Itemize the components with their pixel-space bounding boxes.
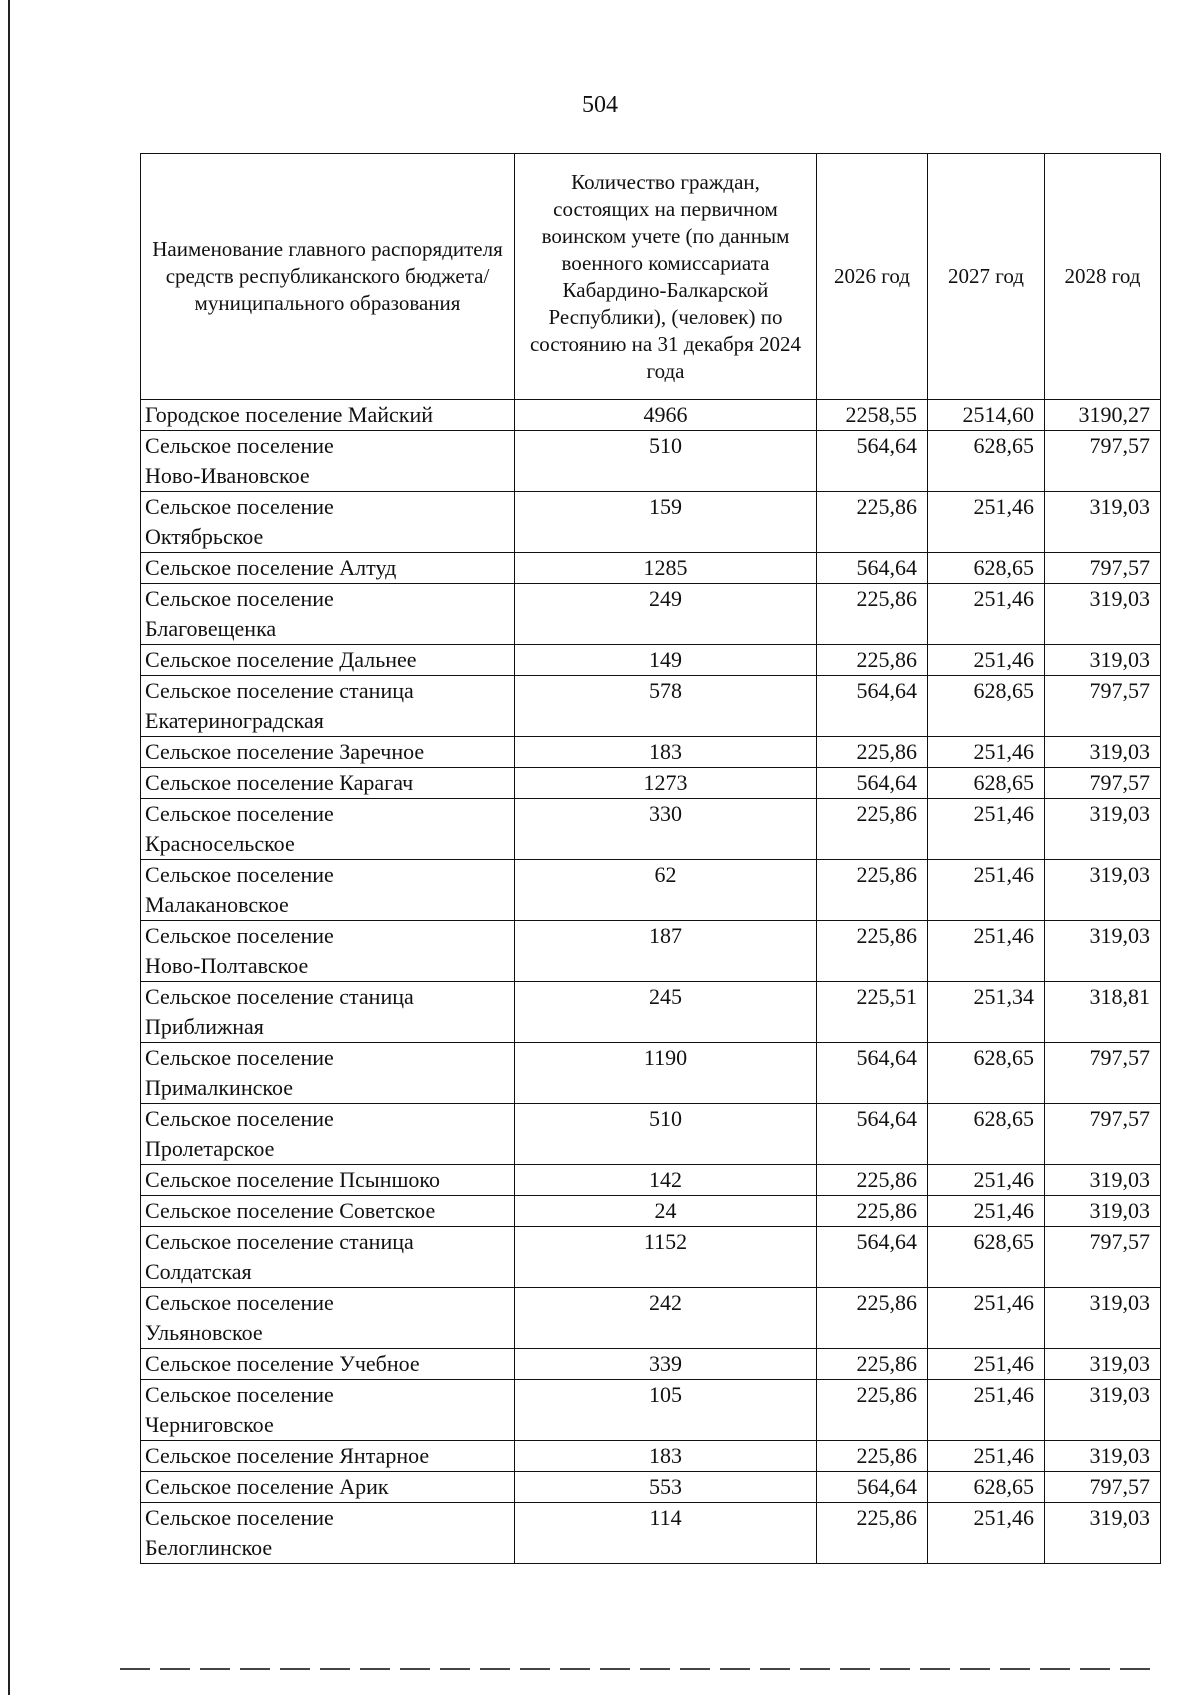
cell-name bbox=[141, 553, 515, 584]
scan-edge-bottom bbox=[120, 1668, 1160, 1670]
table-row bbox=[141, 645, 1161, 676]
cell-y2026: 564,64 bbox=[817, 1472, 928, 1503]
cell-y2028: 797,57 bbox=[1045, 768, 1161, 799]
cell-y2026: 564,64 bbox=[817, 1104, 928, 1165]
cell-name-line: Сельское поселение Псыншоко bbox=[145, 1167, 440, 1192]
cell-y2028: 319,03 bbox=[1045, 1503, 1161, 1564]
table-row bbox=[141, 799, 1161, 860]
cell-name bbox=[141, 1043, 515, 1104]
cell-count: 24 bbox=[515, 1196, 817, 1227]
cell-name bbox=[141, 1441, 515, 1472]
cell-y2027: 251,46 bbox=[928, 584, 1045, 645]
cell-name bbox=[141, 982, 515, 1043]
cell-name-line: Екатериноградская bbox=[145, 708, 324, 733]
cell-name bbox=[141, 492, 515, 553]
cell-y2026: 564,64 bbox=[817, 1227, 928, 1288]
cell-y2027: 628,65 bbox=[928, 1472, 1045, 1503]
cell-y2027: 628,65 bbox=[928, 431, 1045, 492]
cell-y2028: 319,03 bbox=[1045, 737, 1161, 768]
cell-y2028: 319,03 bbox=[1045, 1441, 1161, 1472]
cell-y2028: 319,03 bbox=[1045, 799, 1161, 860]
cell-name bbox=[141, 1196, 515, 1227]
cell-name-line: Ново-Ивановское bbox=[145, 463, 310, 488]
cell-name bbox=[141, 921, 515, 982]
cell-y2028: 797,57 bbox=[1045, 676, 1161, 737]
cell-name-line: Солдатская bbox=[145, 1259, 252, 1284]
table-row bbox=[141, 860, 1161, 921]
cell-name-line: Благовещенка bbox=[145, 616, 277, 641]
cell-y2027: 251,46 bbox=[928, 1196, 1045, 1227]
cell-y2026: 225,86 bbox=[817, 1503, 928, 1564]
cell-name bbox=[141, 1104, 515, 1165]
table-row bbox=[141, 431, 1161, 492]
cell-name-line: Сельское поселение bbox=[145, 1382, 334, 1407]
table-row bbox=[141, 768, 1161, 799]
table-header bbox=[141, 154, 1161, 400]
cell-y2028: 319,03 bbox=[1045, 860, 1161, 921]
cell-y2026: 564,64 bbox=[817, 768, 928, 799]
header-row bbox=[141, 154, 1161, 400]
cell-count: 183 bbox=[515, 1441, 817, 1472]
cell-count: 1285 bbox=[515, 553, 817, 584]
cell-name-line: Черниговское bbox=[145, 1412, 274, 1437]
cell-count: 578 bbox=[515, 676, 817, 737]
cell-name-line: Сельское поселение Янтарное bbox=[145, 1443, 430, 1468]
cell-y2027: 251,46 bbox=[928, 860, 1045, 921]
cell-y2028: 319,03 bbox=[1045, 584, 1161, 645]
cell-count: 62 bbox=[515, 860, 817, 921]
cell-name-line: Сельское поселение Алтуд bbox=[145, 555, 397, 580]
cell-name-line: Сельское поселение Карагач bbox=[145, 770, 414, 795]
cell-name bbox=[141, 860, 515, 921]
table-row bbox=[141, 1104, 1161, 1165]
cell-y2028: 319,03 bbox=[1045, 1349, 1161, 1380]
table-row bbox=[141, 1380, 1161, 1441]
cell-y2028: 797,57 bbox=[1045, 1043, 1161, 1104]
cell-name-line: Городское поселение Майский bbox=[145, 402, 433, 427]
cell-y2028: 797,57 bbox=[1045, 553, 1161, 584]
cell-name-line: Белоглинское bbox=[145, 1535, 273, 1560]
cell-count: 1190 bbox=[515, 1043, 817, 1104]
table-row bbox=[141, 553, 1161, 584]
cell-y2028: 797,57 bbox=[1045, 431, 1161, 492]
page-number: 504 bbox=[582, 92, 618, 118]
cell-name-line: Сельское поселение bbox=[145, 923, 334, 948]
cell-count: 339 bbox=[515, 1349, 817, 1380]
cell-name bbox=[141, 1380, 515, 1441]
cell-y2028: 319,03 bbox=[1045, 1196, 1161, 1227]
cell-name bbox=[141, 1227, 515, 1288]
cell-name-line: Сельское поселение станица bbox=[145, 678, 414, 703]
cell-name bbox=[141, 645, 515, 676]
cell-y2027: 251,34 bbox=[928, 982, 1045, 1043]
cell-y2027: 251,46 bbox=[928, 645, 1045, 676]
table-row bbox=[141, 492, 1161, 553]
cell-name bbox=[141, 737, 515, 768]
cell-y2027: 628,65 bbox=[928, 1227, 1045, 1288]
cell-count: 149 bbox=[515, 645, 817, 676]
cell-name-line: Октябрьское bbox=[145, 524, 264, 549]
table-row bbox=[141, 676, 1161, 737]
header-2028: 2028 год bbox=[1045, 154, 1161, 400]
cell-y2026: 2258,55 bbox=[817, 400, 928, 431]
cell-y2026: 225,86 bbox=[817, 492, 928, 553]
cell-y2026: 225,86 bbox=[817, 584, 928, 645]
cell-name-line: Сельское поселение bbox=[145, 586, 334, 611]
cell-count: 4966 bbox=[515, 400, 817, 431]
cell-y2028: 319,03 bbox=[1045, 492, 1161, 553]
cell-y2026: 225,86 bbox=[817, 799, 928, 860]
table-row bbox=[141, 921, 1161, 982]
cell-count: 330 bbox=[515, 799, 817, 860]
cell-y2027: 251,46 bbox=[928, 492, 1045, 553]
header-2027: 2027 год bbox=[928, 154, 1045, 400]
cell-name-line: Сельское поселение станица bbox=[145, 1229, 414, 1254]
cell-y2028: 319,03 bbox=[1045, 1288, 1161, 1349]
cell-y2028: 797,57 bbox=[1045, 1227, 1161, 1288]
cell-count: 114 bbox=[515, 1503, 817, 1564]
table-body bbox=[141, 400, 1161, 1564]
cell-y2028: 319,03 bbox=[1045, 645, 1161, 676]
cell-name-line: Сельское поселение Дальнее bbox=[145, 647, 417, 672]
cell-name bbox=[141, 1349, 515, 1380]
cell-y2028: 318,81 bbox=[1045, 982, 1161, 1043]
cell-count: 249 bbox=[515, 584, 817, 645]
cell-y2026: 564,64 bbox=[817, 676, 928, 737]
cell-name bbox=[141, 1503, 515, 1564]
cell-y2028: 319,03 bbox=[1045, 1380, 1161, 1441]
cell-name bbox=[141, 768, 515, 799]
cell-y2026: 225,86 bbox=[817, 1380, 928, 1441]
cell-y2026: 225,86 bbox=[817, 921, 928, 982]
cell-y2027: 628,65 bbox=[928, 553, 1045, 584]
cell-count: 105 bbox=[515, 1380, 817, 1441]
table-row bbox=[141, 1288, 1161, 1349]
table-row bbox=[141, 1441, 1161, 1472]
table-row bbox=[141, 1043, 1161, 1104]
cell-name-line: Сельское поселение bbox=[145, 801, 334, 826]
cell-name-line: Сельское поселение bbox=[145, 1505, 334, 1530]
cell-y2026: 225,86 bbox=[817, 1196, 928, 1227]
cell-name-line: Сельское поселение bbox=[145, 1290, 334, 1315]
cell-y2027: 2514,60 bbox=[928, 400, 1045, 431]
cell-name bbox=[141, 1165, 515, 1196]
cell-name-line: Сельское поселение Учебное bbox=[145, 1351, 420, 1376]
cell-y2027: 628,65 bbox=[928, 1104, 1045, 1165]
cell-name-line: Ульяновское bbox=[145, 1320, 263, 1345]
table-row bbox=[141, 1472, 1161, 1503]
cell-count: 553 bbox=[515, 1472, 817, 1503]
cell-name-line: Сельское поселение Советское bbox=[145, 1198, 436, 1223]
cell-y2026: 225,86 bbox=[817, 1441, 928, 1472]
table-row bbox=[141, 584, 1161, 645]
cell-name-line: Сельское поселение bbox=[145, 494, 334, 519]
cell-count: 187 bbox=[515, 921, 817, 982]
cell-y2028: 797,57 bbox=[1045, 1472, 1161, 1503]
table-row bbox=[141, 737, 1161, 768]
table-row bbox=[141, 982, 1161, 1043]
cell-count: 242 bbox=[515, 1288, 817, 1349]
cell-name-line: Сельское поселение bbox=[145, 433, 334, 458]
table-row bbox=[141, 1227, 1161, 1288]
cell-count: 142 bbox=[515, 1165, 817, 1196]
table-row bbox=[141, 1165, 1161, 1196]
cell-name-line: Малакановское bbox=[145, 892, 289, 917]
cell-name bbox=[141, 676, 515, 737]
cell-y2028: 3190,27 bbox=[1045, 400, 1161, 431]
cell-name bbox=[141, 799, 515, 860]
cell-name-line: Ново-Полтавское bbox=[145, 953, 309, 978]
table-row bbox=[141, 1503, 1161, 1564]
cell-name bbox=[141, 400, 515, 431]
cell-y2027: 251,46 bbox=[928, 1441, 1045, 1472]
cell-name bbox=[141, 1288, 515, 1349]
cell-y2027: 628,65 bbox=[928, 1043, 1045, 1104]
cell-count: 510 bbox=[515, 431, 817, 492]
cell-name-line: Прималкинское bbox=[145, 1075, 293, 1100]
cell-name-line: Сельское поселение bbox=[145, 1045, 334, 1070]
cell-name-line: Красносельское bbox=[145, 831, 295, 856]
cell-y2027: 251,46 bbox=[928, 1349, 1045, 1380]
cell-y2027: 251,46 bbox=[928, 1503, 1045, 1564]
scan-edge-left bbox=[8, 0, 10, 1695]
cell-y2026: 564,64 bbox=[817, 553, 928, 584]
cell-y2028: 319,03 bbox=[1045, 921, 1161, 982]
cell-name bbox=[141, 431, 515, 492]
cell-y2027: 251,46 bbox=[928, 1288, 1045, 1349]
cell-y2026: 225,86 bbox=[817, 1288, 928, 1349]
cell-name-line: Сельское поселение станица bbox=[145, 984, 414, 1009]
cell-name-line: Сельское поселение bbox=[145, 1106, 334, 1131]
allocation-table bbox=[140, 153, 1161, 1564]
cell-y2027: 628,65 bbox=[928, 768, 1045, 799]
header-2026: 2026 год bbox=[817, 154, 928, 400]
cell-count: 1152 bbox=[515, 1227, 817, 1288]
cell-y2027: 251,46 bbox=[928, 921, 1045, 982]
cell-y2026: 225,86 bbox=[817, 860, 928, 921]
table-row bbox=[141, 1196, 1161, 1227]
cell-y2026: 564,64 bbox=[817, 1043, 928, 1104]
cell-y2026: 225,86 bbox=[817, 1165, 928, 1196]
cell-count: 183 bbox=[515, 737, 817, 768]
cell-y2026: 225,86 bbox=[817, 645, 928, 676]
cell-name-line: Сельское поселение Арик bbox=[145, 1474, 389, 1499]
cell-name-line: Пролетарское bbox=[145, 1136, 275, 1161]
cell-count: 1273 bbox=[515, 768, 817, 799]
cell-name bbox=[141, 584, 515, 645]
cell-y2026: 225,86 bbox=[817, 1349, 928, 1380]
cell-y2027: 251,46 bbox=[928, 1165, 1045, 1196]
cell-y2027: 251,46 bbox=[928, 799, 1045, 860]
cell-count: 510 bbox=[515, 1104, 817, 1165]
cell-y2026: 564,64 bbox=[817, 431, 928, 492]
cell-name-line: Сельское поселение Заречное bbox=[145, 739, 425, 764]
cell-y2027: 628,65 bbox=[928, 676, 1045, 737]
cell-y2026: 225,51 bbox=[817, 982, 928, 1043]
cell-y2028: 797,57 bbox=[1045, 1104, 1161, 1165]
table-row bbox=[141, 400, 1161, 431]
cell-y2026: 225,86 bbox=[817, 737, 928, 768]
header-count: Количество граждан, состоящих на первичном воинском учете (по данным военного комиссариата Кабардино-Балкарской Республики), (человек) по состоянию на 31 декабря 2024 года bbox=[515, 154, 817, 400]
cell-name-line: Сельское поселение bbox=[145, 862, 334, 887]
cell-y2028: 319,03 bbox=[1045, 1165, 1161, 1196]
cell-y2027: 251,46 bbox=[928, 1380, 1045, 1441]
cell-name-line: Приближная bbox=[145, 1014, 264, 1039]
cell-y2027: 251,46 bbox=[928, 737, 1045, 768]
cell-count: 159 bbox=[515, 492, 817, 553]
header-name: Наименование главного распорядителя средств республиканского бюджета/муниципального образования bbox=[141, 154, 515, 400]
table-row bbox=[141, 1349, 1161, 1380]
cell-name bbox=[141, 1472, 515, 1503]
cell-count: 245 bbox=[515, 982, 817, 1043]
